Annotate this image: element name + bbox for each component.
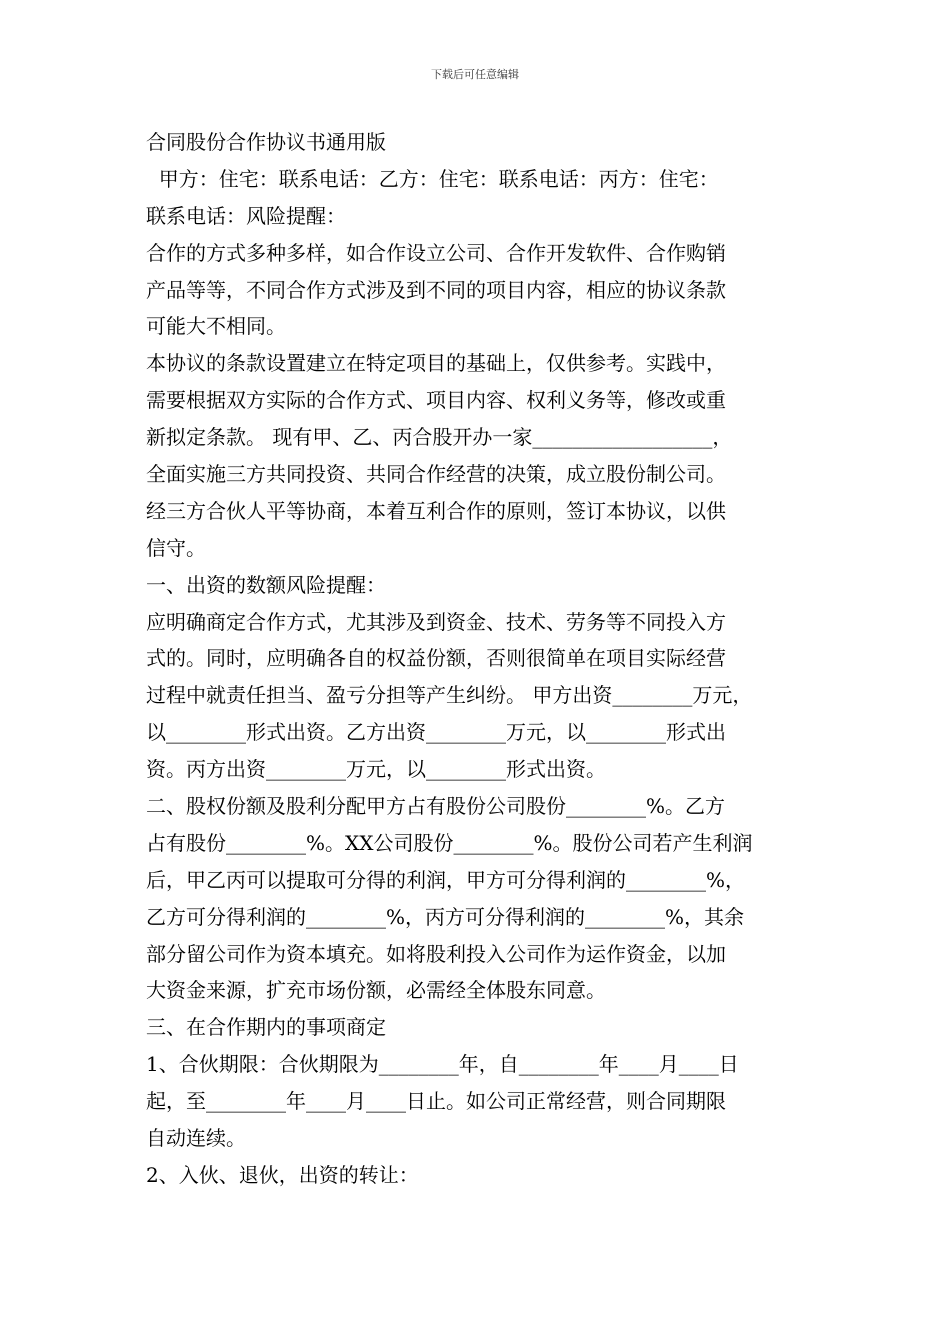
text-line: 后，甲乙丙可以提取可分得的利润，甲方可分得利润的________%， bbox=[146, 867, 746, 892]
doc-title: 合同股份合作协议书通用版 bbox=[146, 130, 386, 154]
text-line: 以________形式出资。乙方出资________万元，以________形式出 bbox=[146, 720, 726, 745]
text-line: 需要根据双方实际的合作方式、项目内容、权利义务等，修改或重 bbox=[146, 388, 726, 413]
text-line: 式的。同时，应明确各自的权益份额，否则很简单在项目实际经营 bbox=[146, 646, 726, 671]
text-line: 1、合伙期限：合伙期限为________年，自________年____月____日 bbox=[146, 1052, 739, 1077]
text-line: 可能大不相同。 bbox=[146, 314, 286, 339]
text-line: 甲方：住宅：联系电话：乙方：住宅：联系电话：丙方：住宅： bbox=[146, 166, 719, 191]
text-line: 联系电话：风险提醒： bbox=[146, 203, 346, 228]
text-line: 新拟定条款。 现有甲、乙、丙合股开办一家__________________， bbox=[146, 425, 733, 450]
text-line: 全面实施三方共同投资、共同合作经营的决策，成立股份制公司。 bbox=[146, 462, 726, 487]
text-line: 部分留公司作为资本填充。如将股利投入公司作为运作资金，以加 bbox=[146, 941, 726, 966]
text-line: 资。丙方出资________万元，以________形式出资。 bbox=[146, 757, 606, 782]
document-body bbox=[146, 124, 811, 1194]
section-heading: 三、在合作期内的事项商定 bbox=[146, 1015, 386, 1040]
text-line: 过程中就责任担当、盈亏分担等产生纠纷。 甲方出资________万元， bbox=[146, 683, 753, 708]
text-line: 2、入伙、退伙，出资的转让： bbox=[146, 1162, 419, 1187]
text-line: 占有股份________%。XX公司股份________%。股份公司若产生利润 bbox=[146, 830, 753, 855]
text-line: 起，至________年____月____日止。如公司正常经营，则合同期限 bbox=[146, 1089, 726, 1114]
text-line: 自动连续。 bbox=[146, 1126, 246, 1151]
text-line: 本协议的条款设置建立在特定项目的基础上，仅供参考。实践中， bbox=[146, 351, 726, 376]
text-line: 产品等等，不同合作方式涉及到不同的项目内容，相应的协议条款 bbox=[146, 277, 726, 302]
page-header: 下载后可任意编辑 bbox=[431, 68, 519, 81]
text-line: 合作的方式多种多样，如合作设立公司、合作开发软件、合作购销 bbox=[146, 240, 726, 265]
text-line: 经三方合伙人平等协商，本着互利合作的原则，签订本协议，以供 bbox=[146, 498, 726, 523]
text-line: 信守。 bbox=[146, 535, 206, 560]
text-line: 乙方可分得利润的________%，丙方可分得利润的________%，其余 bbox=[146, 904, 745, 929]
section-heading: 一、出资的数额风险提醒： bbox=[146, 572, 386, 597]
text-line: 大资金来源，扩充市场份额，必需经全体股东同意。 bbox=[146, 978, 606, 1003]
section-heading: 二、股权份额及股利分配甲方占有股份公司股份________%。乙方 bbox=[146, 794, 726, 819]
text-line: 应明确商定合作方式，尤其涉及到资金、技术、劳务等不同投入方 bbox=[146, 609, 726, 634]
